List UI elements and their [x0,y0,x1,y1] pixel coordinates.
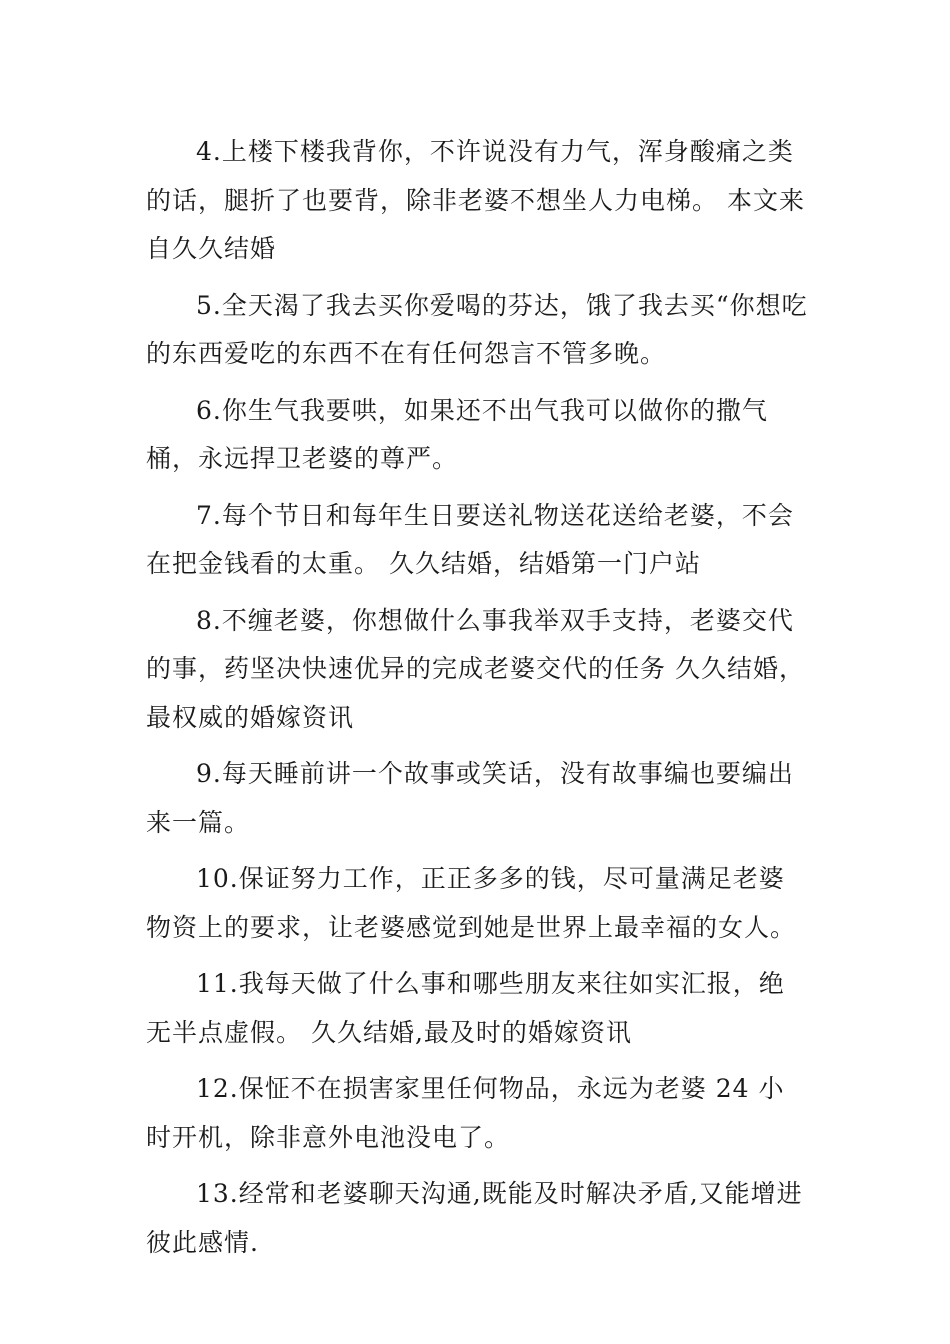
paragraph-item-8: 8.不缠老婆，你想做什么事我举双手支持，老婆交代的事，药坚决快速优异的完成老婆交代的任务 久久结婚，最权威的婚嫁资讯 [146,605,805,732]
paragraph-item-9: 9.每天睡前讲一个故事或笑话，没有故事编也要编出来一篇。 [146,759,794,837]
paragraph-item-7: 7.每个节日和每年生日要送礼物送花送给老婆，不会在把金钱看的太重。 久久结婚，结婚第一门户站 [146,500,794,578]
paragraph-item-13: 13.经常和老婆聊天沟通,既能及时解决矛盾,又能增进彼此感情. [146,1179,803,1257]
paragraph-item-12: 12.保怔不在损害家里任何物品，永远为老婆 24 小时开机，除非意外电池没电了。 [146,1074,785,1152]
paragraph-item-10: 10.保证努力工作，正正多多的钱，尽可量满足老婆物资上的要求，让老婆感觉到她是世界上最幸福的女人。 [146,864,797,942]
paragraph-item-11: 11.我每天做了什么事和哪些朋友来往如实汇报，绝无半点虚假。 久久结婚,最及时的婚嫁资讯 [146,969,785,1047]
paragraph-item-6: 6.你生气我要哄，如果还不出气我可以做你的撒气桶，永远捍卫老婆的尊严。 [146,395,768,473]
paragraph-item-4: 4.上楼下楼我背你，不许说没有力气，浑身酸痛之类的话，腿折了也要背，除非老婆不想坐人力电梯。 本文来自久久结婚 [146,137,805,263]
paragraph-item-5: 5.全天渴了我去买你爱喝的芬达，饿了我去买“你想吃的东西爱吃的东西不在有任何怨言不管多晚。 [146,290,808,368]
document-body [146,128,808,1267]
